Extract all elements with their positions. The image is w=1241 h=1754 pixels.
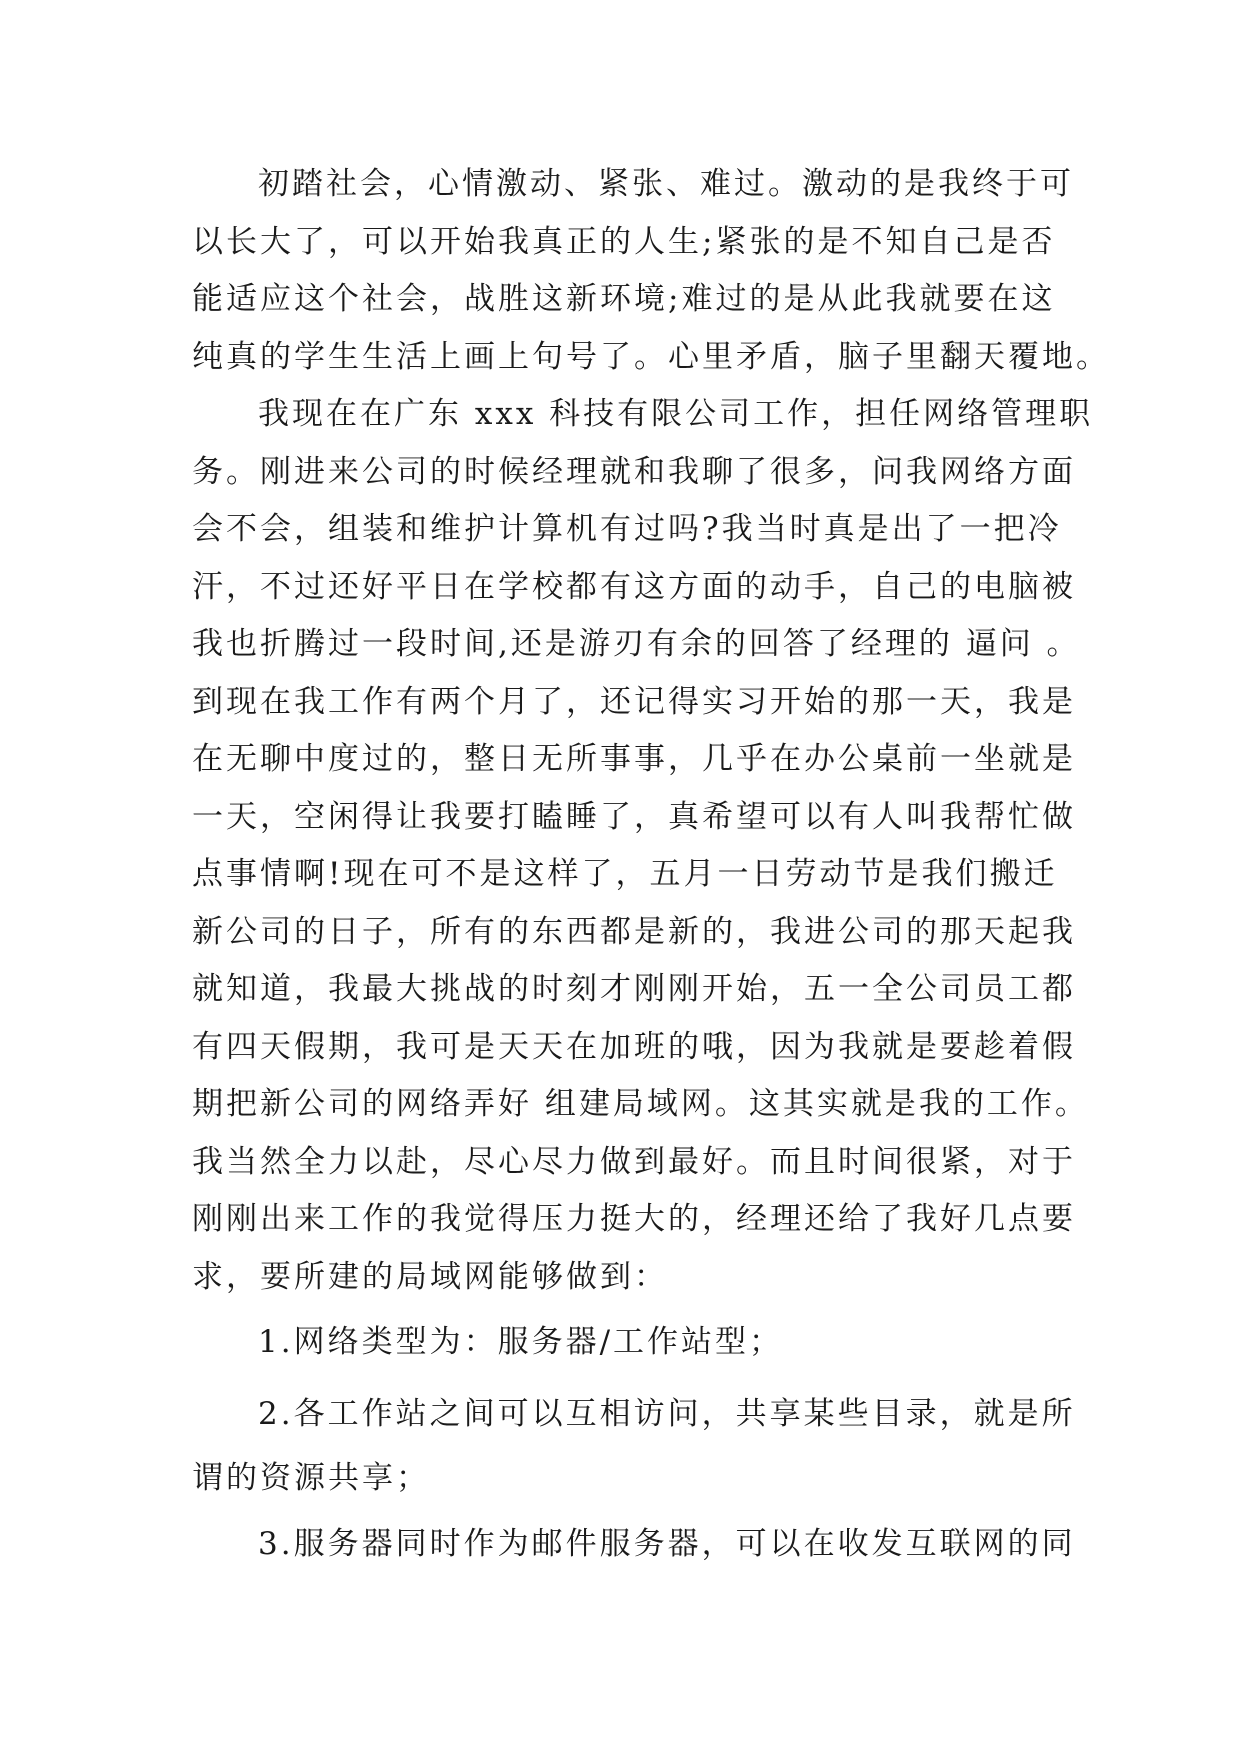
list-item: 2.各工作站之间可以互相访问，共享某些目录，就是所 bbox=[258, 1396, 1076, 1432]
text-line: 有四天假期，我可是天天在加班的哦，因为我就是要趁着假 bbox=[192, 1028, 1076, 1065]
text-line: 就知道，我最大挑战的时刻才刚刚开始，五一全公司员工都 bbox=[192, 971, 1076, 1007]
text-line: 刚刚出来工作的我觉得压力挺大的，经理还给了我好几点要 bbox=[192, 1201, 1076, 1237]
document-body bbox=[192, 156, 1110, 1580]
text-line: 我也折腾过一段时间,还是游刃有余的回答了经理的 逼问 。 bbox=[192, 626, 1081, 662]
text-line: 我现在在广东 xxx 科技有限公司工作，担任网络管理职 bbox=[258, 396, 1094, 432]
text-line: 务。刚进来公司的时候经理就和我聊了很多，问我网络方面 bbox=[192, 453, 1076, 490]
text-line: 求，要所建的局域网能够做到： bbox=[192, 1258, 668, 1295]
text-line: 新公司的日子，所有的东西都是新的，我进公司的那天起我 bbox=[192, 913, 1076, 950]
text-line: 我当然全力以赴，尽心尽力做到最好。而且时间很紧，对于 bbox=[192, 1143, 1076, 1180]
text-line: 初踏社会，心情激动、紧张、难过。激动的是我终于可 bbox=[258, 166, 1074, 202]
text-line: 汗，不过还好平日在学校都有这方面的动手，自己的电脑被 bbox=[192, 568, 1076, 605]
text-line: 在无聊中度过的，整日无所事事，几乎在办公桌前一坐就是 bbox=[192, 741, 1076, 777]
text-line: 纯真的学生生活上画上句号了。心里矛盾，脑子里翻天覆地。 bbox=[192, 338, 1110, 375]
text-line: 能适应这个社会，战胜这新环境;难过的是从此我就要在这 bbox=[192, 281, 1056, 317]
text-line: 到现在我工作有两个月了，还记得实习开始的那一天，我是 bbox=[192, 683, 1076, 720]
list-item: 3.服务器同时作为邮件服务器，可以在收发互联网的同 bbox=[258, 1525, 1076, 1562]
text-line: 一天，空闲得让我要打瞌睡了，真希望可以有人叫我帮忙做 bbox=[192, 798, 1076, 835]
text-line: 期把新公司的网络弄好 组建局域网。这其实就是我的工作。 bbox=[192, 1086, 1089, 1122]
text-line: 谓的资源共享； bbox=[192, 1460, 430, 1496]
text-line: 以长大了，可以开始我真正的人生;紧张的是不知自己是否 bbox=[192, 223, 1056, 260]
text-line: 会不会，组装和维护计算机有过吗?我当时真是出了一把冷 bbox=[192, 511, 1062, 547]
list-item: 1.网络类型为：服务器/工作站型； bbox=[258, 1324, 784, 1360]
text-line: 点事情啊!现在可不是这样了，五月一日劳动节是我们搬迁 bbox=[192, 856, 1058, 892]
